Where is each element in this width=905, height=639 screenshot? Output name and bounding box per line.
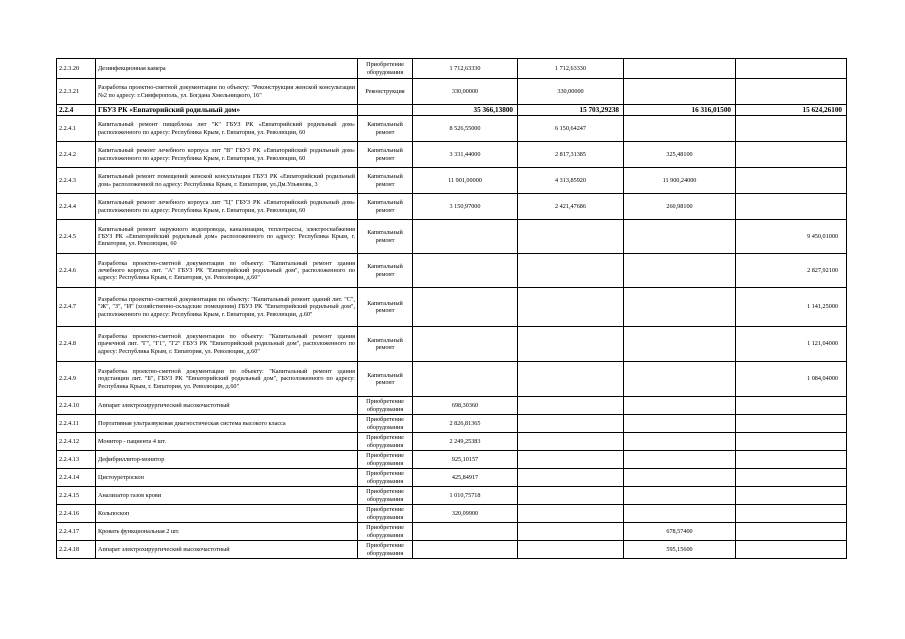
row-value-3 — [624, 327, 736, 362]
row-value-2: 330,00000 — [518, 79, 624, 105]
table-row — [57, 59, 847, 79]
row-value-2 — [518, 254, 624, 288]
budget-table — [56, 58, 847, 559]
row-name: Капитальный ремонт пищеблока лит "К" ГБУЗ РК «Евпаторийский родильный дом» расположенного по адресу: Республика Крым, г. Евпатория, ул. Революции, 60 — [96, 116, 358, 142]
row-value-4 — [736, 487, 847, 505]
row-value-1 — [413, 362, 518, 397]
row-code: 2.2.4.6 — [57, 254, 96, 288]
row-code: 2.2.4.4 — [57, 194, 96, 220]
table-row — [57, 469, 847, 487]
row-code: 2.2.3.20 — [57, 59, 96, 79]
row-value-4: 15 624,26100 — [736, 105, 847, 116]
table-row — [57, 541, 847, 559]
row-code: 2.2.4.17 — [57, 523, 96, 541]
row-name: Дефибриллятор-монитор — [96, 451, 358, 469]
row-value-3 — [624, 79, 736, 105]
table-row — [57, 194, 847, 220]
row-type: Приобретение оборудования — [358, 523, 413, 541]
row-value-2 — [518, 220, 624, 254]
row-value-2: 2 421,47686 — [518, 194, 624, 220]
row-value-1 — [413, 288, 518, 327]
row-type: Реконструкция — [358, 79, 413, 105]
row-value-3 — [624, 505, 736, 523]
row-value-4 — [736, 194, 847, 220]
row-name: ГБУЗ РК «Евпаторийский родильный дом» — [96, 105, 358, 116]
row-value-3: 260,98100 — [624, 194, 736, 220]
table-row — [57, 433, 847, 451]
row-name: Монитор - пациента 4 шт. — [96, 433, 358, 451]
row-name: Кольпоскоп — [96, 505, 358, 523]
row-value-1: 698,30360 — [413, 397, 518, 415]
row-value-3 — [624, 288, 736, 327]
row-value-2: 6 150,64247 — [518, 116, 624, 142]
row-value-2 — [518, 505, 624, 523]
row-value-4: 2 827,92100 — [736, 254, 847, 288]
row-type: Приобретение оборудования — [358, 487, 413, 505]
row-value-4 — [736, 505, 847, 523]
row-type: Приобретение оборудования — [358, 415, 413, 433]
row-name: Разработка проектно-сметной документации по объекту: "Капитальный ремонт здания лечебного корпуса лит. "А" ГБУЗ РК "Евпаторийский родильный дом", расположенного по адресу: Республика Крым, г. Евпатория, ул. Революции, д.60" — [96, 254, 358, 288]
table-row — [57, 116, 847, 142]
row-code: 2.2.4.8 — [57, 327, 96, 362]
row-value-4 — [736, 433, 847, 451]
table-row — [57, 142, 847, 168]
row-value-3 — [624, 433, 736, 451]
row-value-4 — [736, 168, 847, 194]
row-value-4 — [736, 142, 847, 168]
row-code: 2.2.4 — [57, 105, 96, 116]
row-value-3: 16 316,01500 — [624, 105, 736, 116]
row-value-1: 35 366,13800 — [413, 105, 518, 116]
row-value-4 — [736, 541, 847, 559]
table-row — [57, 505, 847, 523]
row-value-3 — [624, 59, 736, 79]
row-type: Приобретение оборудования — [358, 433, 413, 451]
row-value-4 — [736, 59, 847, 79]
row-type: Капитальный ремонт — [358, 288, 413, 327]
row-value-2 — [518, 327, 624, 362]
row-value-4 — [736, 415, 847, 433]
row-value-3 — [624, 362, 736, 397]
row-value-1: 3 331,44000 — [413, 142, 518, 168]
row-code: 2.2.4.13 — [57, 451, 96, 469]
row-value-2 — [518, 433, 624, 451]
row-value-2 — [518, 487, 624, 505]
row-code: 2.2.4.15 — [57, 487, 96, 505]
row-value-3 — [624, 116, 736, 142]
row-code: 2.2.4.2 — [57, 142, 96, 168]
row-value-1 — [413, 220, 518, 254]
row-value-3 — [624, 451, 736, 469]
row-value-4: 1 084,04000 — [736, 362, 847, 397]
row-value-3 — [624, 415, 736, 433]
row-type: Приобретение оборудования — [358, 451, 413, 469]
row-code: 2.2.4.10 — [57, 397, 96, 415]
section-header-row — [57, 105, 847, 116]
table-row — [57, 254, 847, 288]
row-value-1: 1 712,63330 — [413, 59, 518, 79]
row-value-2 — [518, 469, 624, 487]
row-type: Капитальный ремонт — [358, 116, 413, 142]
row-code: 2.2.4.16 — [57, 505, 96, 523]
row-name: Капитальный ремонт наружного водопровода, канализации, теплотрассы, электроснабжения ГБУЗ РК «Евпаторийский родильный дом» расположенного по адресу: Республика Крым, г. Евпатория, ул. Революции, 60 — [96, 220, 358, 254]
row-code: 2.2.4.1 — [57, 116, 96, 142]
budget-table-body — [57, 59, 847, 559]
table-row — [57, 451, 847, 469]
row-value-3 — [624, 487, 736, 505]
row-name: Капитальный ремонт помещений женской консультации ГБУЗ РК «Евпаторийский родильный дом» расположенной по адресу: Республика Крым, г. Евпатория, ул.Дм.Ульянова, 3 — [96, 168, 358, 194]
row-value-3: 11 900,24000 — [624, 168, 736, 194]
row-value-1 — [413, 327, 518, 362]
table-row — [57, 487, 847, 505]
row-value-3 — [624, 397, 736, 415]
row-type: Капитальный ремонт — [358, 327, 413, 362]
row-name: Разработка проектно-сметной документации по объекту: "Капитальный ремонт здания подстанции лит. "Б", ГБУЗ РК "Евпаторийский родильный дом", расположенного по адресу: Республика Крым, г. Евпатория, ул. Революции, д.60" — [96, 362, 358, 397]
row-value-1: 320,09900 — [413, 505, 518, 523]
row-value-1: 330,00000 — [413, 79, 518, 105]
row-value-1: 2 826,81365 — [413, 415, 518, 433]
table-row — [57, 288, 847, 327]
row-code: 2.2.4.9 — [57, 362, 96, 397]
row-value-3: 678,57400 — [624, 523, 736, 541]
row-value-3 — [624, 220, 736, 254]
row-name: Кровать функциональная 2 шт. — [96, 523, 358, 541]
row-value-2 — [518, 541, 624, 559]
row-value-1 — [413, 523, 518, 541]
row-value-1 — [413, 541, 518, 559]
row-value-2: 15 703,29238 — [518, 105, 624, 116]
row-value-2: 4 313,85920 — [518, 168, 624, 194]
row-name: Капитальный ремонт лечебного корпуса лит "Ц" ГБУЗ РК «Евпаторийский родильный дом» расположенного по адресу: Республика Крым, г. Евпатория, ул. Революции, 60 — [96, 194, 358, 220]
row-value-2 — [518, 523, 624, 541]
row-value-4 — [736, 79, 847, 105]
row-value-2 — [518, 451, 624, 469]
row-type: Капитальный ремонт — [358, 168, 413, 194]
row-value-3 — [624, 469, 736, 487]
row-value-3: 325,48100 — [624, 142, 736, 168]
row-value-2 — [518, 362, 624, 397]
row-type — [358, 105, 413, 116]
table-row — [57, 362, 847, 397]
table-row — [57, 397, 847, 415]
row-type: Капитальный ремонт — [358, 142, 413, 168]
table-row — [57, 327, 847, 362]
row-name: Аппарат электрохирургический высокочастотный — [96, 397, 358, 415]
row-value-1: 425,84917 — [413, 469, 518, 487]
row-value-1 — [413, 254, 518, 288]
row-name: Разработка проектно-сметной документации по объекту: "Реконструкция женской консультации №2 по адресу: г.Симферополь, ул. Богдана Хмельницкого, 16" — [96, 79, 358, 105]
row-name: Дезинфекционная камера — [96, 59, 358, 79]
row-code: 2.2.4.18 — [57, 541, 96, 559]
row-value-2: 1 712,63330 — [518, 59, 624, 79]
row-type: Приобретение оборудования — [358, 397, 413, 415]
row-name: Капитальный ремонт лечебного корпуса лит "В" ГБУЗ РК «Евпаторийский родильный дом» расположенного по адресу: Республика Крым, г. Евпатория, ул. Революции, 60 — [96, 142, 358, 168]
table-row — [57, 220, 847, 254]
row-value-4 — [736, 523, 847, 541]
row-name: Разработка проектно-сметной документации по объекту: "Капитальный ремонт зданий лит. "С", "Ж", "З", "И" (хозяйственно-складские помещения) ГБУЗ РК "Евпаторийский родильный дом", расположенного по адресу: Республика Крым, г. Евпатория, ул. Революции, д.60" — [96, 288, 358, 327]
row-name: Анализатор газов крови — [96, 487, 358, 505]
row-value-2 — [518, 288, 624, 327]
row-type: Капитальный ремонт — [358, 194, 413, 220]
row-code: 2.2.4.5 — [57, 220, 96, 254]
row-type: Капитальный ремонт — [358, 220, 413, 254]
row-code: 2.2.4.12 — [57, 433, 96, 451]
row-value-1: 3 150,97000 — [413, 194, 518, 220]
row-type: Капитальный ремонт — [358, 254, 413, 288]
row-name: Цистоуретроскоп — [96, 469, 358, 487]
row-value-1: 2 249,25383 — [413, 433, 518, 451]
row-type: Приобретение оборудования — [358, 541, 413, 559]
row-value-3 — [624, 254, 736, 288]
row-code: 2.2.4.14 — [57, 469, 96, 487]
row-value-3: 595,15600 — [624, 541, 736, 559]
row-code: 2.2.4.7 — [57, 288, 96, 327]
row-value-2 — [518, 397, 624, 415]
row-value-4 — [736, 116, 847, 142]
row-value-2: 2 817,31385 — [518, 142, 624, 168]
row-code: 2.2.3.21 — [57, 79, 96, 105]
row-value-1: 1 010,75718 — [413, 487, 518, 505]
row-value-4 — [736, 397, 847, 415]
table-row — [57, 168, 847, 194]
row-value-4: 1 121,04000 — [736, 327, 847, 362]
row-name: Аппарат электрохирургический высокочастотный — [96, 541, 358, 559]
row-code: 2.2.4.11 — [57, 415, 96, 433]
row-type: Приобретение оборудования — [358, 505, 413, 523]
table-row — [57, 523, 847, 541]
row-type: Приобретение оборудования — [358, 59, 413, 79]
row-value-4: 1 141,25000 — [736, 288, 847, 327]
row-value-4 — [736, 451, 847, 469]
row-name: Портативная ультразвуковая диагностическая система высокого класса — [96, 415, 358, 433]
row-name: Разработка проектно-сметной документации по объекту: "Капитальный ремонт здания прачечной лит. "Г", "Г1", "Г2" ГБУЗ РК "Евпаторийский родильный дом", расположенного по адресу: Республика Крым, г. Евпатория, ул. Революции, д.60" — [96, 327, 358, 362]
row-type: Капитальный ремонт — [358, 362, 413, 397]
table-row — [57, 79, 847, 105]
row-value-1: 11 901,00000 — [413, 168, 518, 194]
row-value-4 — [736, 469, 847, 487]
row-code: 2.2.4.3 — [57, 168, 96, 194]
row-type: Приобретение оборудования — [358, 469, 413, 487]
table-row — [57, 415, 847, 433]
row-value-1: 925,10157 — [413, 451, 518, 469]
row-value-2 — [518, 415, 624, 433]
row-value-4: 9 450,01000 — [736, 220, 847, 254]
row-value-1: 8 526,55000 — [413, 116, 518, 142]
